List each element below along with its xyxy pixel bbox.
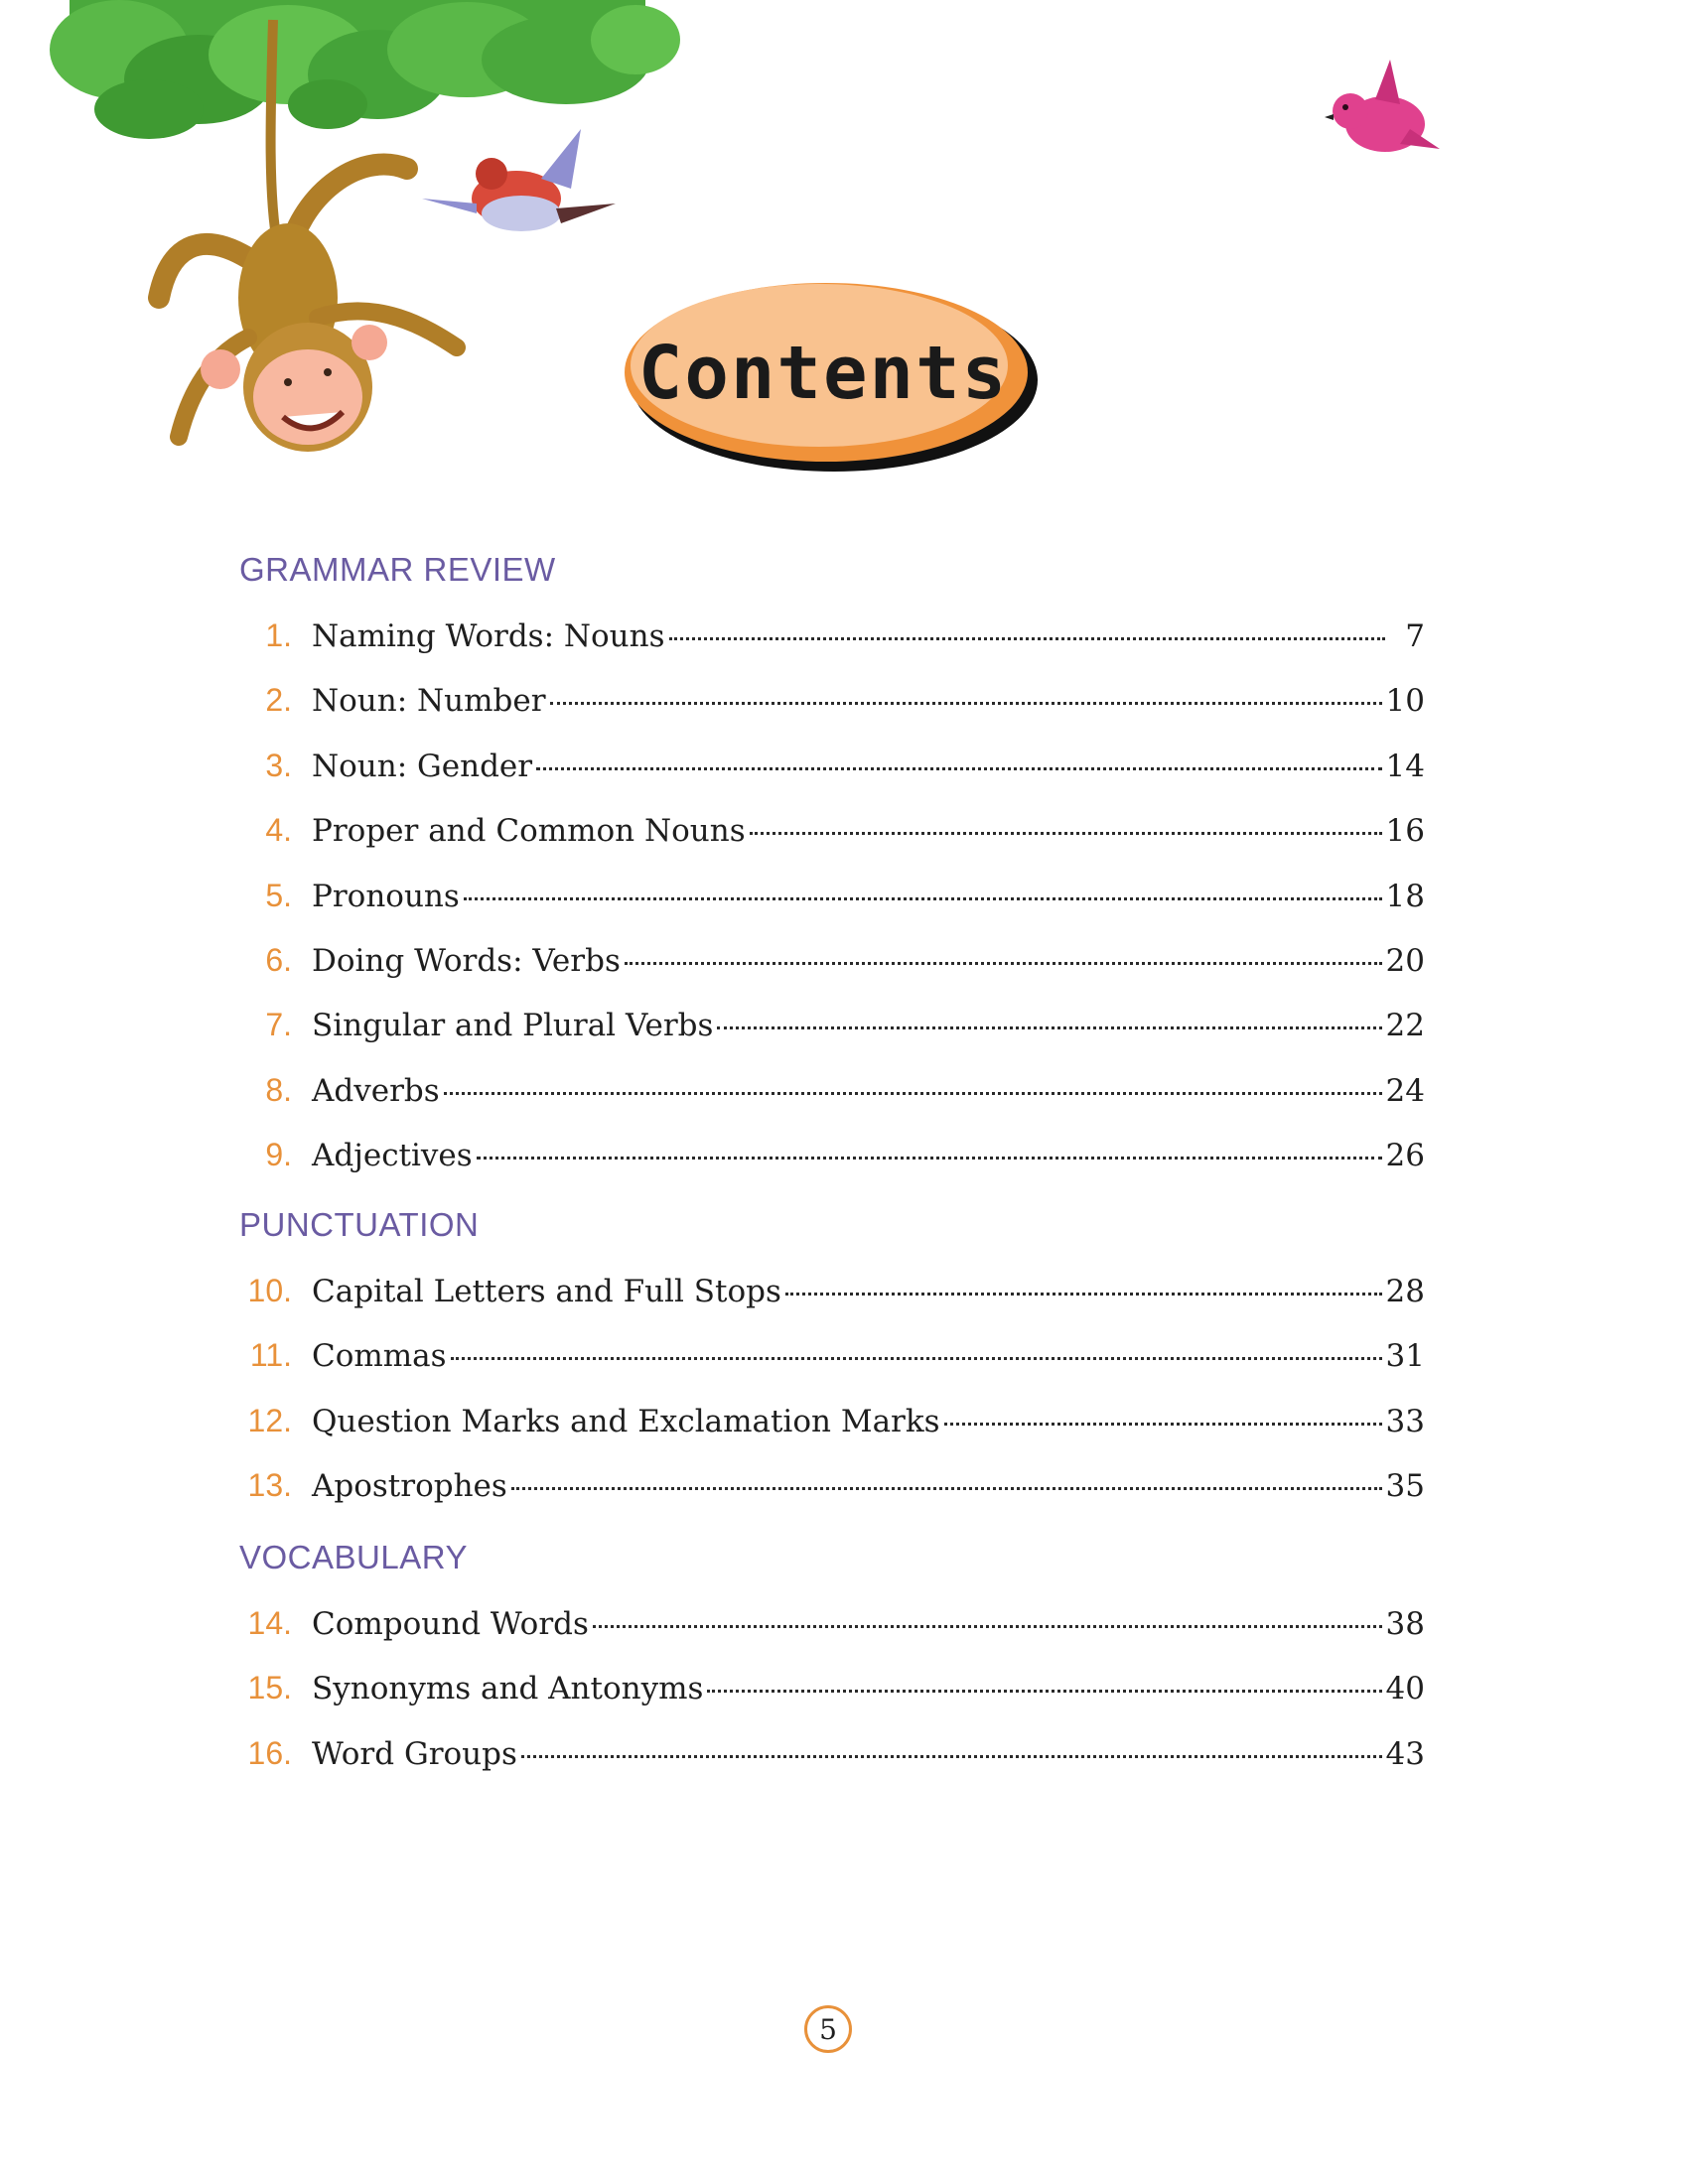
toc-entry-number: 1. <box>265 617 292 653</box>
toc-entry-number: 2. <box>265 682 292 719</box>
section-heading: GRAMMAR REVIEW <box>239 551 556 588</box>
toc-entry[interactable] <box>228 1735 1425 1785</box>
toc-entry-title: Commas <box>312 1338 447 1375</box>
toc-entry-number: 4. <box>265 812 292 849</box>
page-title: Contents <box>637 330 1009 416</box>
toc-entry-number: 11. <box>249 1337 292 1374</box>
toc-entry[interactable] <box>228 1403 1425 1452</box>
toc-entry-page: 35 <box>1385 1468 1425 1505</box>
toc-entry[interactable] <box>228 617 1425 667</box>
toc-entry-number: 15. <box>247 1670 292 1706</box>
dot-leader <box>625 962 1382 965</box>
toc-entry[interactable] <box>228 1337 1425 1387</box>
toc-entry-title: Apostrophes <box>312 1468 507 1505</box>
toc-entry-title: Singular and Plural Verbs <box>312 1008 714 1044</box>
toc-entry-number: 14. <box>247 1605 292 1641</box>
toc-entry-page: 22 <box>1385 1008 1425 1044</box>
toc-entry-number: 5. <box>265 877 292 913</box>
toc-entry-page: 31 <box>1385 1338 1425 1375</box>
dot-leader <box>707 1690 1381 1693</box>
toc-entry-number: 10. <box>247 1273 292 1308</box>
dot-leader <box>451 1357 1382 1360</box>
dot-leader <box>669 637 1385 640</box>
toc-entry[interactable] <box>228 1072 1425 1122</box>
toc-entry-page: 26 <box>1385 1138 1425 1174</box>
toc-entry[interactable] <box>228 1670 1425 1719</box>
toc-entry[interactable] <box>228 1137 1425 1186</box>
dot-leader <box>717 1026 1381 1029</box>
toc-entry[interactable] <box>228 1467 1425 1517</box>
toc-entry-page: 10 <box>1385 683 1425 720</box>
toc-entry[interactable] <box>228 1605 1425 1655</box>
dot-leader <box>944 1423 1382 1426</box>
dot-leader <box>536 767 1381 770</box>
section-heading: PUNCTUATION <box>239 1206 480 1243</box>
toc-entry-page: 20 <box>1385 943 1425 979</box>
toc-entry-number: 7. <box>265 1007 292 1043</box>
dot-leader <box>593 1625 1382 1628</box>
toc-entry[interactable] <box>228 682 1425 732</box>
toc-entry-number: 6. <box>265 942 292 978</box>
dot-leader <box>464 897 1382 900</box>
toc-entry-number: 9. <box>265 1137 292 1173</box>
toc-entry[interactable] <box>228 1273 1425 1322</box>
toc-entry-number: 3. <box>265 747 292 783</box>
toc-entry-page: 40 <box>1385 1671 1425 1707</box>
toc-entry-page: 43 <box>1385 1735 1425 1772</box>
section-heading: VOCABULARY <box>239 1539 468 1575</box>
toc-entry-title: Noun: Number <box>312 683 546 720</box>
toc-entry-title: Question Marks and Exclamation Marks <box>312 1403 940 1439</box>
dot-leader <box>477 1157 1382 1160</box>
dot-leader <box>550 702 1382 705</box>
toc-entry[interactable] <box>228 942 1425 992</box>
toc-entry-page: 7 <box>1405 618 1425 654</box>
toc-entry-page: 28 <box>1385 1274 1425 1309</box>
toc-entry-title: Synonyms and Antonyms <box>312 1671 704 1707</box>
toc-entry-page: 24 <box>1385 1072 1425 1109</box>
dot-leader <box>444 1092 1382 1095</box>
toc-entry[interactable] <box>228 878 1425 927</box>
toc-entry-title: Naming Words: Nouns <box>312 618 665 654</box>
toc-entry-title: Doing Words: Verbs <box>312 943 621 979</box>
toc-entry-page: 38 <box>1385 1606 1425 1642</box>
toc-entry[interactable] <box>228 748 1425 797</box>
dot-leader <box>785 1293 1382 1296</box>
toc-entry-title: Compound Words <box>312 1606 589 1642</box>
toc-entry-title: Capital Letters and Full Stops <box>312 1274 781 1309</box>
toc-entry[interactable] <box>228 1007 1425 1056</box>
toc-entry-number: 16. <box>247 1734 292 1771</box>
toc-entry-title: Adjectives <box>312 1138 473 1174</box>
toc-entry-page: 33 <box>1385 1403 1425 1439</box>
toc-entry-number: 13. <box>247 1467 292 1504</box>
toc-entry-page: 18 <box>1385 878 1425 914</box>
dot-leader <box>750 832 1382 835</box>
page-number: 5 <box>804 2005 852 2053</box>
toc-entry-page: 16 <box>1385 813 1425 850</box>
toc-entry-title: Adverbs <box>312 1072 440 1109</box>
toc-entry-page: 14 <box>1385 748 1425 784</box>
dot-leader <box>511 1487 1382 1490</box>
toc-entry-number: 12. <box>247 1402 292 1438</box>
toc-entry-title: Proper and Common Nouns <box>312 813 746 850</box>
toc-entry-title: Pronouns <box>312 878 460 914</box>
toc-entry-number: 8. <box>265 1071 292 1108</box>
toc-entry-title: Word Groups <box>312 1735 517 1772</box>
dot-leader <box>521 1755 1382 1758</box>
toc-entry-title: Noun: Gender <box>312 748 533 784</box>
toc-entry[interactable] <box>228 812 1425 862</box>
